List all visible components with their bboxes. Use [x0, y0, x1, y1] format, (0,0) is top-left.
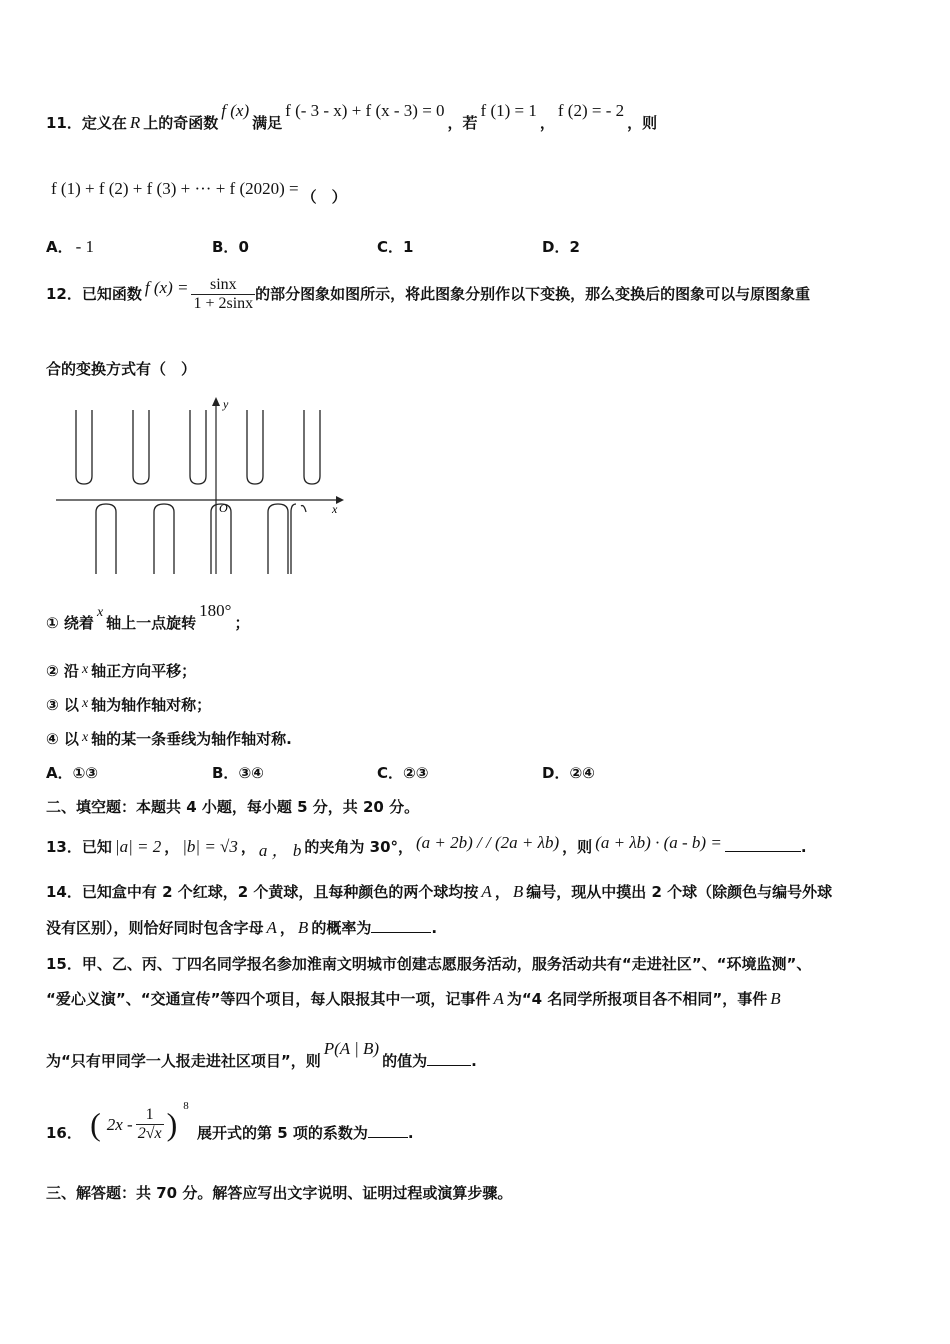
q16-fraction: $\frac{1}{2√x}$ [137, 1106, 162, 1142]
q12-graph [54, 394, 354, 580]
q11-option-c[interactable]: C．1 [377, 238, 414, 256]
x-axis-label: x [332, 502, 338, 516]
q11-f1: f (1) = 1 [480, 101, 537, 120]
q12-item-3: ③ 以 x 轴为轴作轴对称； [46, 696, 212, 714]
q16-number: 16． [46, 1124, 82, 1142]
q11-f2: f (2) = - 2 [557, 101, 625, 120]
q12-line1: 12．已知函数 f (x) = $\frac{\sin x}{1 + 2\sin x}$ 的部分图象如图所示，将此图象分别作以下变换，那么变换后的图象可以与原图象重 [46, 276, 811, 312]
q13-line: 13．已知 |a| = 2 ， |b| = √3 ， a ， b 的夹角为 30°， (a + 2b) / / (2a + λb) ，则 (a + λb) · (a - b) = . [46, 833, 807, 860]
q12-line2: 合的变换方式有（ ） [46, 360, 197, 378]
y-axis-label: y [223, 397, 229, 411]
q13-answer-blank[interactable] [725, 837, 801, 852]
q15-answer-blank[interactable] [427, 1051, 471, 1066]
q12-item-2: ② 沿 x 轴正方向平移； [46, 662, 197, 680]
lower-branch-2 [154, 504, 174, 574]
q11-number: 11． [46, 114, 82, 132]
upper-branch-4 [247, 410, 263, 484]
upper-branch-5 [304, 410, 320, 484]
q11-paren: （ ） [301, 188, 347, 206]
upper-branches [76, 410, 320, 484]
q15-line1: 15．甲、乙、丙、丁四名同学报名参加淮南文明城市创建志愿服务活动，服务活动共有“走进社区”、“环境监测”、 [46, 955, 812, 973]
q14-number: 14． [46, 883, 82, 901]
lower-branch-1 [96, 504, 116, 574]
lower-branches [96, 504, 306, 574]
q11-sum: f (1) + f (2) + f (3) + ··· + f (2020) = [51, 179, 299, 198]
q12-option-d[interactable]: D．②④ [542, 764, 595, 782]
q12-option-a[interactable]: A．①③ [46, 764, 99, 782]
q12-fraction: $\frac{\sin x}{1 + 2\sin x}$ [193, 276, 254, 312]
q11-option-b[interactable]: B．0 [212, 238, 249, 256]
q15-line2: “爱心义演”、“交通宣传”等四个项目，每人限报其中一项，记事件 A 为“4 名同学所报项目各不相同”，事件 B [46, 989, 781, 1008]
lower-branch-5b [301, 506, 306, 512]
q14-line1: 14．已知盒中有 2 个红球，2 个黄球，且每种颜色的两个球均按 A ， B 编号，现从中摸出 2 个球（除颜色与编号外球 [46, 882, 833, 901]
q15-number: 15． [46, 955, 82, 973]
q12-option-b[interactable]: B．③④ [212, 764, 264, 782]
q12-item-1: ① 绕着x轴上一点旋转180°； [46, 601, 250, 632]
q14-answer-blank[interactable] [371, 918, 431, 933]
section-2-heading: 二、填空题：本题共 4 小题，每小题 5 分，共 20 分。 [46, 798, 420, 816]
y-axis-arrow [212, 397, 220, 406]
section-3-heading: 三、解答题：共 70 分。解答应写出文字说明、证明过程或演算步骤。 [46, 1184, 513, 1202]
q12-number: 12． [46, 285, 82, 303]
q11-line1: 11．定义在 R 上的奇函数f (x)满足f (- 3 - x) + f (x - 3) = 0，若f (1) = 1，f (2) = - 2，则 [46, 101, 658, 132]
q12-fx: f (x) = [144, 278, 189, 297]
q15-line3: 为“只有甲同学一人报走进社区项目”，则P(A | B)的值为 . [46, 1039, 477, 1070]
q12-item-4: ④ 以 x 轴的某一条垂线为轴作轴对称. [46, 730, 292, 748]
lower-branch-5a [291, 504, 296, 574]
q11-R: R [129, 113, 141, 132]
q16-answer-blank[interactable] [368, 1123, 408, 1138]
q16-line: 16． ( 2x - $\frac{1}{2√x}$ ) $^8$ 展开式的第 5 项的系数为 . [46, 1100, 414, 1142]
q16-expression: ( 2x - $\frac{1}{2√x}$ ) $^8$ [90, 1100, 189, 1142]
q12-option-c[interactable]: C．②③ [377, 764, 429, 782]
origin-label: O [219, 501, 228, 515]
q11-condition: f (- 3 - x) + f (x - 3) = 0 [285, 101, 445, 120]
q11-fx: f (x) [221, 101, 250, 120]
upper-branch-1 [76, 410, 92, 484]
upper-branch-3 [190, 410, 206, 484]
q11-line2 [48, 178, 910, 206]
lower-branch-4 [268, 504, 288, 574]
q11-option-d[interactable]: D．2 [542, 238, 580, 256]
q11-option-a[interactable]: A． - 1 [46, 237, 95, 256]
upper-branch-2 [133, 410, 149, 484]
q14-line2: 没有区别），则恰好同时包含字母 A ， B 的概率为 . [46, 918, 438, 937]
q13-number: 13． [46, 838, 82, 856]
q16-exponent: 8 [183, 1100, 189, 1112]
